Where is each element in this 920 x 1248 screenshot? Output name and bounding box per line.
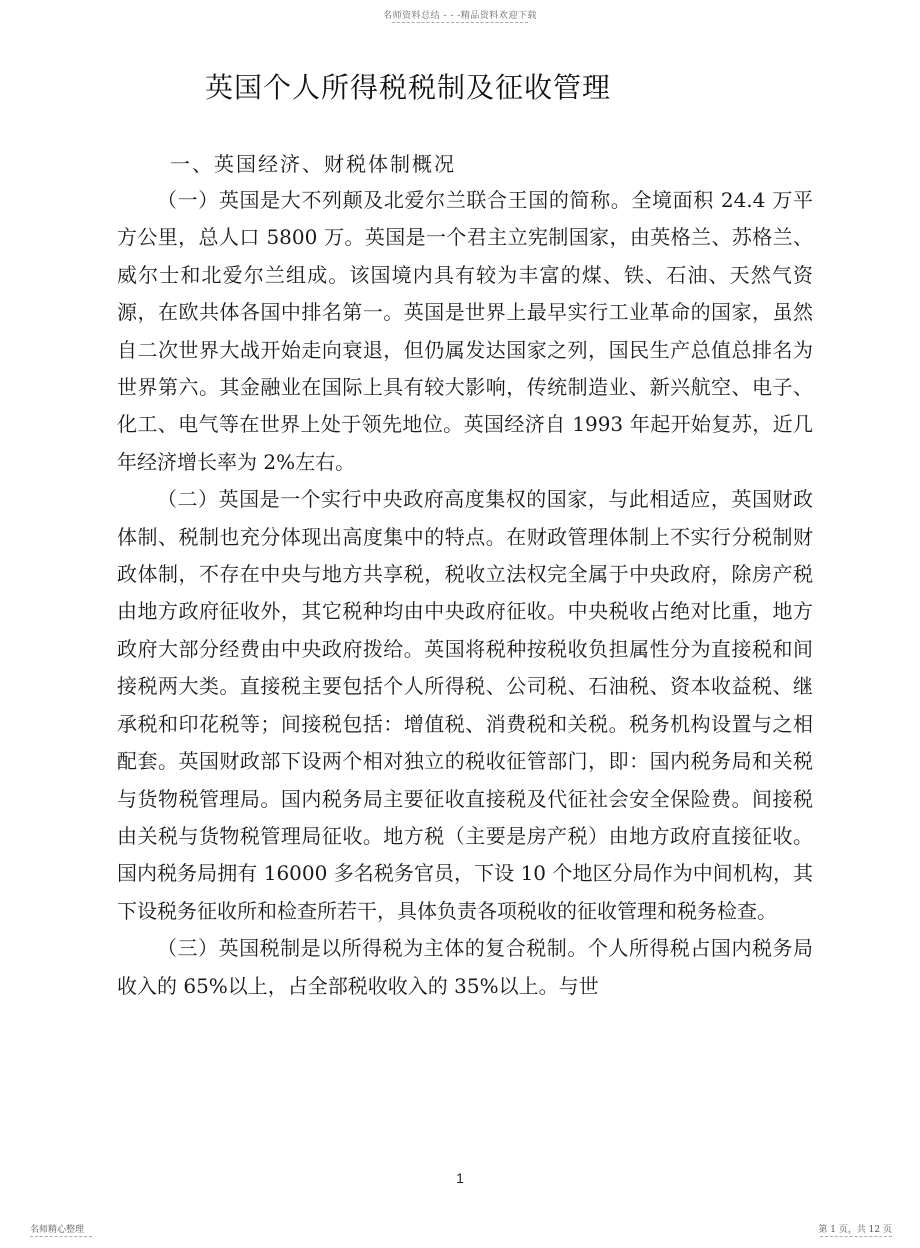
paragraph-1: （一）英国是大不列颠及北爱尔兰联合王国的简称。全境面积 24.4 万平方公里，总人口 5800 万。英国是一个君主立宪制国家，由英格兰、苏格兰、威尔士和北爱尔兰组成。该国境内具有较为丰富的煤、铁、石油、天然气资源，在欧共体各国中排名第一。英国是世界上最早实行工业革命的国家，虽然自二次世界大战开始走向衰退，但仍属发达国家之列，国民生产总值总排名为世界第六。其金融业在国际上具有较大影响，传统制造业、新兴航空、电子、化工、电气等在世界上处于领先地位。英国经济自 1993 年起开始复苏，近几年经济增长率为 2%左右。 — [117, 188, 813, 474]
header-divider — [392, 22, 528, 23]
header-note: 名师资料总结 - - -精品资料欢迎下载 — [383, 11, 537, 21]
footer-left-note: 名师精心整理 — [30, 1225, 85, 1235]
footer-page-count: 第 1 页，共 12 页 — [818, 1225, 892, 1235]
page-number: 1 — [456, 1170, 464, 1186]
paragraph-3: （三）英国税制是以所得税为主体的复合税制。个人所得税占国内税务局收入的 65%以上，占全部税收收入的 35%以上。与世 — [117, 936, 813, 998]
document-title: 英国个人所得税税制及征收管理 — [205, 71, 612, 104]
section-heading: 一、英国经济、财税体制概况 — [170, 152, 456, 176]
footer-left-divider — [30, 1236, 92, 1237]
document-body — [117, 182, 813, 1005]
footer-right-divider — [820, 1236, 892, 1237]
paragraph-2: （二）英国是一个实行中央政府高度集权的国家，与此相适应，英国财政体制、税制也充分体现出高度集中的特点。在财政管理体制上不实行分税制财政体制，不存在中央与地方共享税，税收立法权完全属于中央政府，除房产税由地方政府征收外，其它税种均由中央政府征收。中央税收占绝对比重，地方政府大部分经费由中央政府拨给。英国将税种按税收负担属性分为直接税和间接税两大类。直接税主要包括个人所得税、公司税、石油税、资本收益税、继承税和印花税等；间接税包括：增值税、消费税和关税。税务机构设置与之相配套。英国财政部下设两个相对独立的税收征管部门，即：国内税务局和关税与货物税管理局。国内税务局主要征收直接税及代征社会安全保险费。间接税由关税与货物税管理局征收。地方税（主要是房产税）由地方政府直接征收。国内税务局拥有 16000 多名税务官员，下设 10 个地区分局作为中间机构，其下设税务征收所和检查所若干，具体负责各项税收的征收管理和税务检查。 — [117, 487, 813, 923]
